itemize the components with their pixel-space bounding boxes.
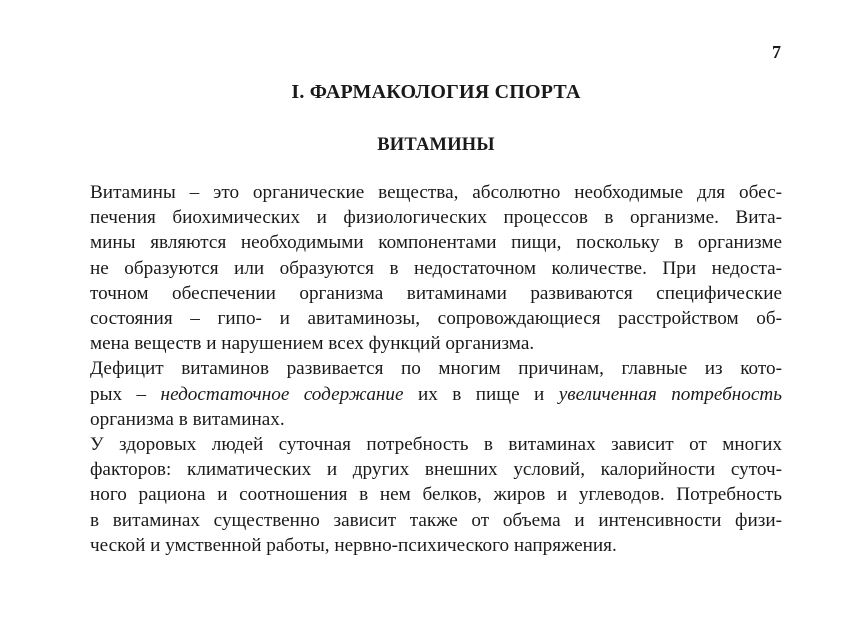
italic-phrase: увеличенная потребность xyxy=(558,383,782,405)
italic-phrase: недостаточное содержание xyxy=(160,383,404,405)
paragraph-2 xyxy=(90,356,782,432)
text-segment: рых – xyxy=(90,383,161,405)
text-line: ного рациона и соотношения в нем белков, жиров и углеводов. Потребность xyxy=(90,484,782,506)
text-line: мена веществ и нарушением всех функций организма. xyxy=(90,333,535,355)
text-line: точном обеспечении организма витаминами развиваются специфические xyxy=(90,282,782,304)
text-line: У здоровых людей суточная потребность в витаминах зависит от многих xyxy=(90,434,782,456)
text-line: ческой и умственной работы, нервно-психического напряжения. xyxy=(90,534,617,556)
text-line: в витаминах существенно зависит также от объема и интенсивности физи- xyxy=(90,509,782,531)
text-segment: их в пище и xyxy=(403,383,559,405)
text-line: печения биохимических и физиологических процессов в организме. Вита- xyxy=(90,207,782,229)
text-line xyxy=(90,382,782,407)
text-line: мины являются необходимыми компонентами пищи, поскольку в организме xyxy=(90,232,782,254)
text-line: Витамины – это органические вещества, абсолютно необходимые для обес- xyxy=(90,182,782,203)
text-line: не образуются или образуются в недостаточном количестве. При недоста- xyxy=(90,257,782,279)
text-line: факторов: климатических и других внешних условий, калорийности суточ- xyxy=(90,459,782,481)
text-line: организма в витаминах. xyxy=(90,408,285,430)
page-number: 7 xyxy=(772,42,781,62)
body-text xyxy=(90,180,782,558)
paragraph-1 xyxy=(90,180,782,356)
text-line: состояния – гипо- и авитаминозы, сопровождающиеся расстройством об- xyxy=(90,308,782,330)
paragraph-3 xyxy=(90,432,782,558)
chapter-title: I. ФАРМАКОЛОГИЯ СПОРТА xyxy=(291,81,581,103)
text-line: Дефицит витаминов развивается по многим причинам, главные из кото- xyxy=(90,358,782,380)
section-title: ВИТАМИНЫ xyxy=(377,135,495,155)
